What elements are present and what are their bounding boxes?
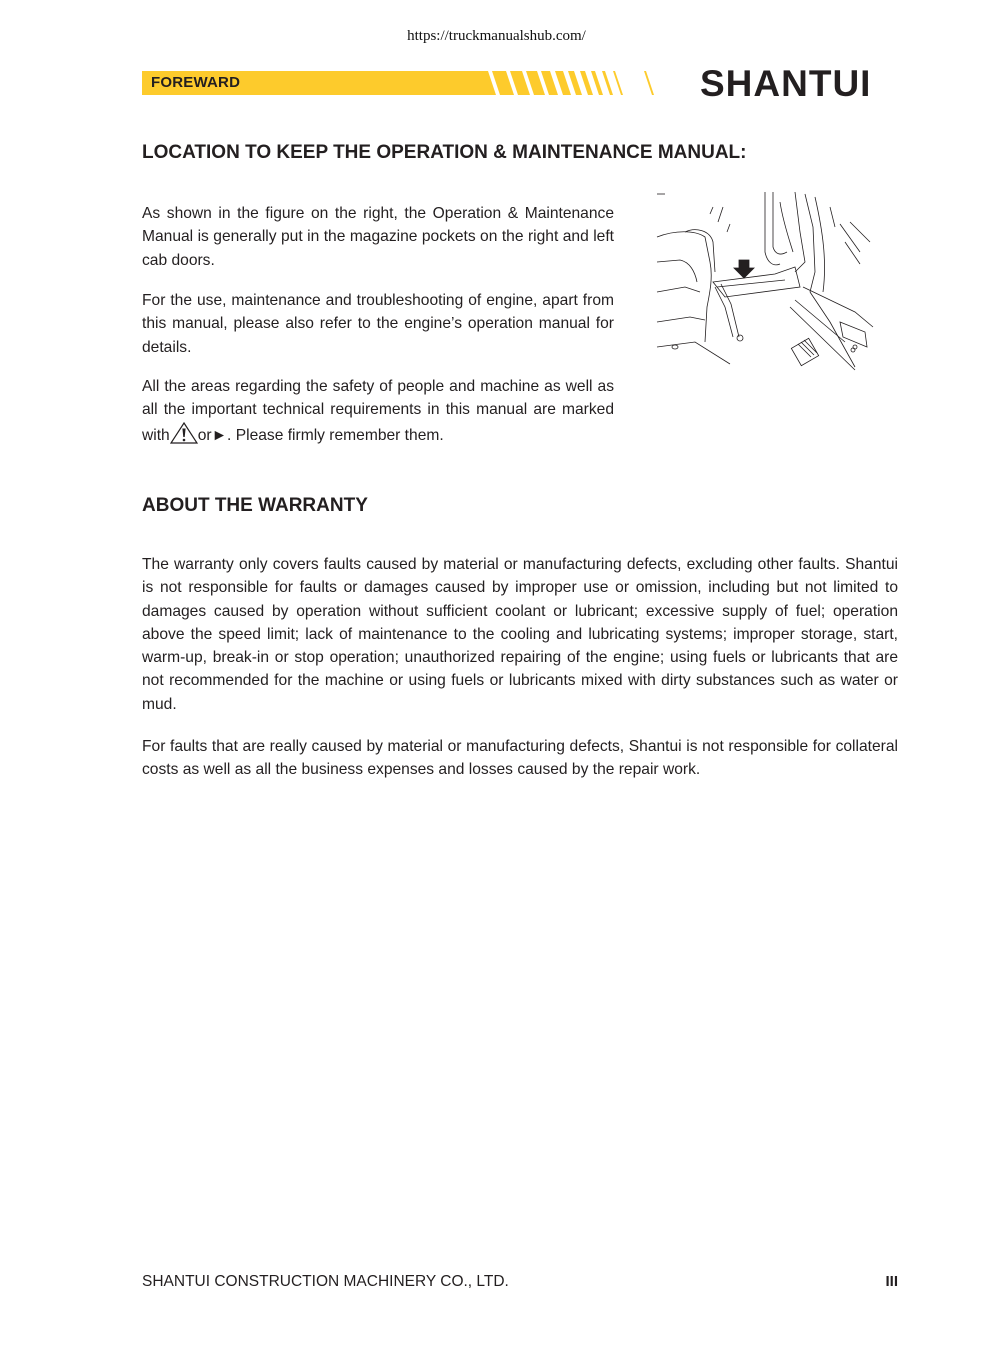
header-stripes-decoration: [470, 71, 660, 95]
footer-company-name: SHANTUI CONSTRUCTION MACHINERY CO., LTD.: [142, 1273, 509, 1290]
warranty-section-title: ABOUT THE WARRANTY: [142, 495, 368, 516]
shantui-logo: SHANTUI: [700, 63, 872, 104]
warranty-paragraph-2: For faults that are really caused by material or manufacturing defects, Shantui is not responsible for collateral costs as well as all the business expenses and losses caused by the repair work.: [142, 738, 898, 779]
section-header-label: FOREWARD: [151, 74, 241, 91]
location-paragraph-1: As shown in the figure on the right, the Operation & Maintenance Manual is generally put in the magazine pockets on the right and left cab doors.: [142, 205, 614, 269]
cab-door-magazine-pocket-illustration: [655, 192, 875, 372]
paragraph-3-or: or: [197, 426, 212, 444]
page-number: III: [885, 1273, 898, 1290]
source-url: https://truckmanualshub.com/: [407, 28, 586, 44]
location-section-title: LOCATION TO KEEP THE OPERATION & MAINTENANCE MANUAL:: [142, 142, 747, 163]
warning-triangle-icon: [170, 422, 198, 444]
location-paragraph-2: For the use, maintenance and troubleshooting of engine, apart from this manual, please also refer to the engine’s operation manual for details.: [142, 292, 614, 356]
paragraph-3-text-end: . Please firmly remember them.: [227, 426, 444, 444]
warranty-paragraph-1: The warranty only covers faults caused by material or manufacturing defects, excluding other faults. Shantui is not responsible for faults or damages caused by improper use or omission, including but not limited to damages caused by operation without sufficient coolant or lubricant; excessive supply of fuel; operation above the speed limit; lack of maintenance to the cooling and lubricating systems; improper storage, start, warm-up, break-in or stop operation; unauthorized repairing of the engine; using fuels or lubricants that are not recommended for the machine or using fuels or lubricants mixed with dirty substances such as water or mud.: [142, 556, 898, 713]
arrow-marker-icon: ►: [211, 426, 228, 444]
paragraph-3-text-start: All the areas regarding the safety of people and machine as well as all the important technical requirements in this manual are marked with: [142, 378, 614, 444]
location-paragraph-3: [142, 375, 614, 447]
